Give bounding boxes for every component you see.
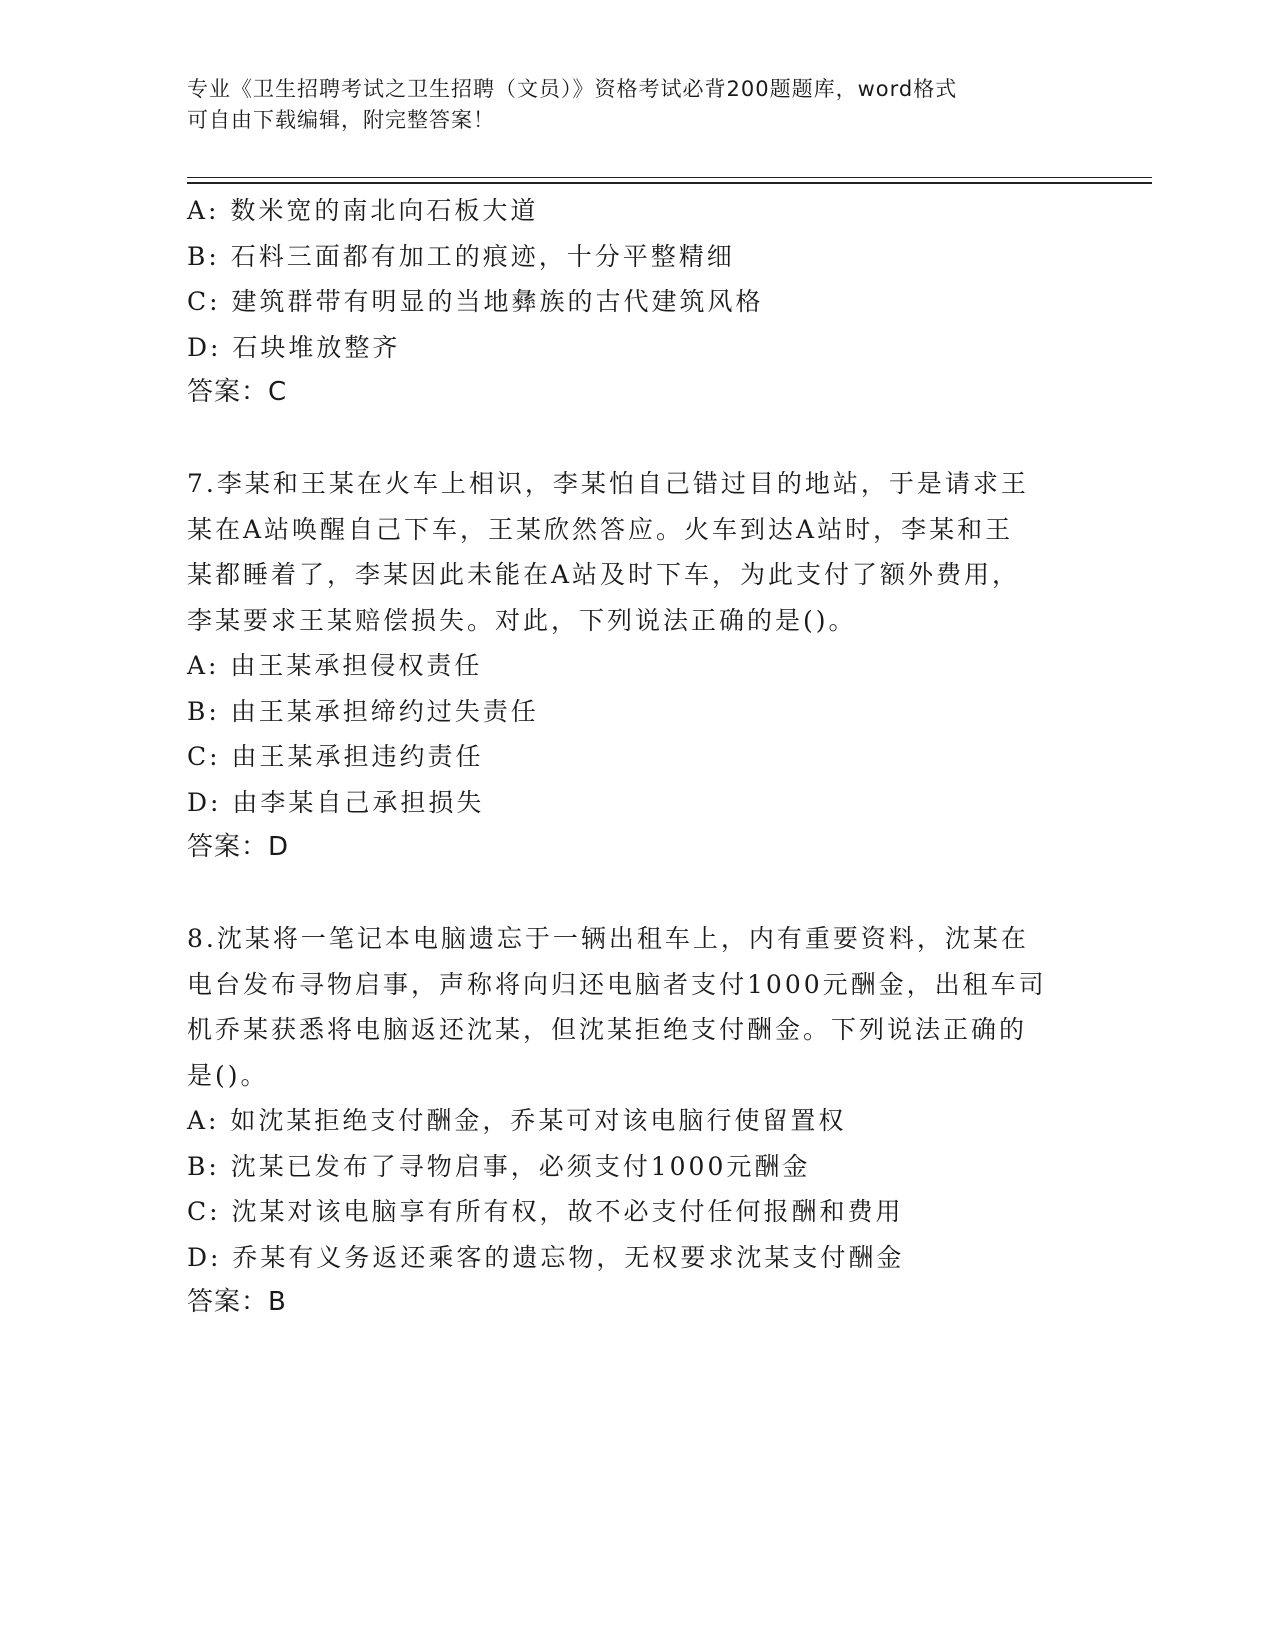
- option-c: C: 沈某对该电脑享有所有权，故不必支付任何报酬和费用: [187, 1197, 904, 1226]
- option-a: A: 数米宽的南北向石板大道: [187, 196, 539, 225]
- answer: 答案：B: [187, 1287, 287, 1317]
- option-b: B: 沈某已发布了寻物启事，必须支付1000元酬金: [187, 1151, 811, 1181]
- option-a: A: 由王某承担侵权责任: [187, 651, 483, 680]
- question-stem-line: 是()。: [187, 1060, 269, 1090]
- answer: 答案：C: [187, 377, 288, 407]
- option-c: C: 由王某承担违约责任: [187, 742, 484, 771]
- question-content: [187, 188, 1087, 1326]
- spacer: [187, 416, 1087, 462]
- option-a: A: 如沈某拒绝支付酬金，乔某可对该电脑行使留置权: [187, 1106, 847, 1135]
- question-stem-line: 电台发布寻物启事，声称将向归还电脑者支付1000元酬金，出租车司: [187, 969, 1047, 999]
- header-divider-thin: [187, 177, 1152, 178]
- option-b: B: 由王某承担缔约过失责任: [187, 696, 539, 726]
- question-8: [187, 916, 1087, 1326]
- header-line-2: 可自由下载编辑，附完整答案！: [187, 108, 495, 132]
- answer: 答案：D: [187, 832, 290, 862]
- option-d: D: 石块堆放整齐: [187, 332, 401, 362]
- question-stem-line: 某都睡着了，李某因此未能在A站及时下车，为此支付了额外费用，: [187, 560, 1021, 589]
- option-c: C: 建筑群带有明显的当地彝族的古代建筑风格: [187, 287, 764, 316]
- question-stem-line: 李某要求王某赔偿损失。对此，下列说法正确的是()。: [187, 605, 857, 635]
- question-stem-line: 8.沈某将一笔记本电脑遗忘于一辆出租车上，内有重要资料，沈某在: [187, 924, 1029, 953]
- option-b: B: 石料三面都有加工的痕迹，十分平整精细: [187, 241, 735, 271]
- question-stem-line: 某在A站唤醒自己下车，王某欣然答应。火车到达A站时，李某和王: [187, 514, 1014, 544]
- document-header: [187, 74, 1067, 136]
- question-stem-line: 7.李某和王某在火车上相识，李某怕自己错过目的地站，于是请求王: [187, 469, 1029, 498]
- header-line-1: 专业《卫生招聘考试之卫生招聘（文员）》资格考试必背200题题库，word格式: [187, 77, 958, 101]
- option-d: D: 乔某有义务返还乘客的遗忘物，无权要求沈某支付酬金: [187, 1242, 905, 1272]
- question-6: [187, 188, 1087, 416]
- option-d: D: 由李某自己承担损失: [187, 787, 485, 817]
- question-7: [187, 461, 1087, 871]
- header-divider-thick: [187, 182, 1152, 184]
- question-stem-line: 机乔某获悉将电脑返还沈某，但沈某拒绝支付酬金。下列说法正确的: [187, 1015, 1028, 1044]
- spacer: [187, 871, 1087, 917]
